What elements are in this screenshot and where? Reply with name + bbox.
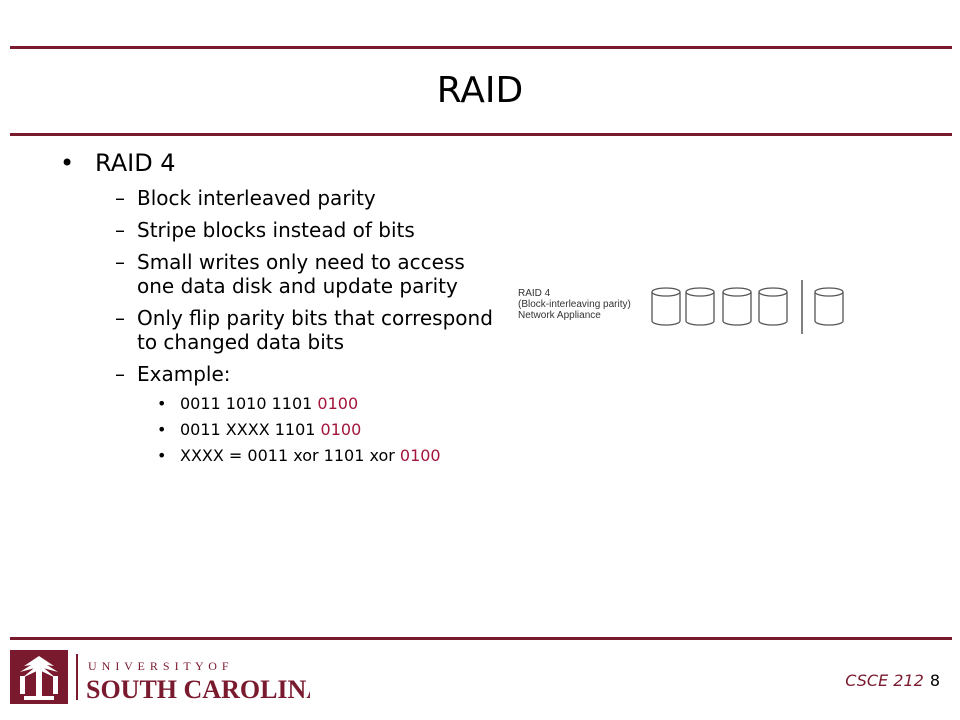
data-disk-icon (759, 288, 787, 325)
sub-bullet: – Example: (60, 362, 500, 386)
example-bits: 0011 XXXX 1101 (180, 420, 321, 439)
university-logo (10, 648, 310, 708)
raid4-caption-line: (Block-interleaving parity) (518, 299, 631, 310)
course-code: CSCE 212 (845, 671, 924, 690)
raid4-caption-line: Network Appliance (518, 310, 601, 321)
example-bits: XXXX = 0011 xor 1101 xor (180, 446, 400, 465)
disk-array-graphic (518, 278, 858, 338)
palmetto-logo-icon (10, 648, 310, 708)
sub-bullet: – Small writes only need to access one data disk and update parity (60, 250, 500, 298)
top-rule (10, 46, 952, 49)
logo-southcarolina-text: SOUTH CAROLINA. (86, 675, 310, 704)
bullet-raid4: • RAID 4 (60, 148, 500, 178)
raid4-diagram (518, 278, 858, 338)
title-rule (10, 133, 952, 136)
parity-bits: 0100 (320, 420, 362, 439)
logo-university-text: U N I V E R S I T Y O F (88, 659, 230, 673)
parity-bits: 0100 (399, 446, 441, 465)
example-line (60, 394, 500, 414)
data-disk-icon (652, 288, 680, 325)
footer-course (845, 671, 940, 690)
sub-bullet: – Block interleaved parity (60, 186, 500, 210)
sub-bullet: – Only flip parity bits that correspond to changed data bits (60, 306, 500, 354)
bullet-list (60, 148, 500, 472)
data-disk-icon (686, 288, 714, 325)
raid4-caption-line: RAID 4 (518, 288, 551, 299)
parity-bits: 0100 (317, 394, 359, 413)
parity-disk-icon (815, 288, 843, 325)
footer-rule (10, 637, 952, 640)
data-disk-icon (723, 288, 751, 325)
example-line (60, 446, 500, 466)
example-bits: 0011 1010 1101 (180, 394, 318, 413)
sub-bullet: – Stripe blocks instead of bits (60, 218, 500, 242)
example-line (60, 420, 500, 440)
slide-title: RAID (436, 70, 524, 111)
page-number: 8 (929, 671, 940, 690)
